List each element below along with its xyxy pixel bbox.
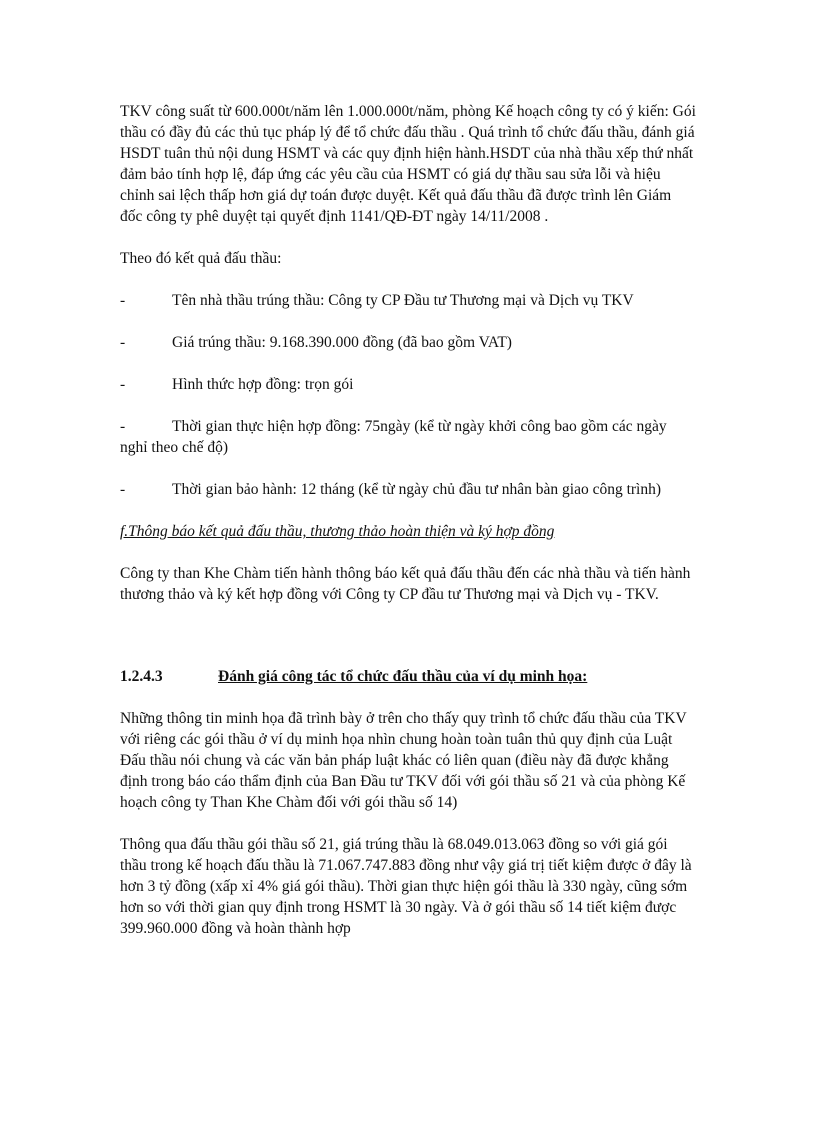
paragraph-evaluation-compliance: Những thông tin minh họa đã trình bày ở trên cho thấy quy trình tổ chức đấu thầu của TKV với riêng các gói thầu ở ví dụ minh họa nhìn chung hoàn toàn tuân thủ quy định của Luật Đấu thầu nói chung và các văn bản pháp luật khác có liên quan (điều này đã được khẳng định trong báo cáo thẩm định của Ban Đầu tư TKV đối với gói thầu số 21 và của phòng Kế hoạch công ty Than Khe Chàm đối với gói thầu số 14) bbox=[120, 710, 687, 811]
list-item bbox=[120, 290, 696, 311]
bullet-text: Tên nhà thầu trúng thầu: Công ty CP Đầu tư Thương mại và Dịch vụ TKV bbox=[172, 292, 634, 309]
bullet-text: Thời gian thực hiện hợp đồng: 75ngày (kể từ ngày khởi công bao gồm các ngày nghỉ theo chế độ) bbox=[120, 418, 667, 456]
list-item bbox=[120, 374, 696, 395]
bullet-dash: - bbox=[120, 334, 126, 351]
paragraph-notification: Công ty than Khe Chàm tiến hành thông báo kết quả đấu thầu đến các nhà thầu và tiến hành thương thảo và ký kết hợp đồng với Công ty CP đầu tư Thương mại và Dịch vụ - TKV. bbox=[120, 565, 691, 603]
bullet-dash: - bbox=[120, 292, 126, 309]
subheading-notification: f.Thông báo kết quả đấu thầu, thương thảo hoàn thiện và ký hợp đồng bbox=[120, 523, 555, 540]
document-page bbox=[120, 101, 696, 960]
paragraph-evaluation-savings: Thông qua đấu thầu gói thầu số 21, giá trúng thầu là 68.049.013.063 đồng so với giá gói thầu trong kế hoạch đấu thầu là 71.067.747.883 đồng như vậy giá trị tiết kiệm được ở đây là hơn 3 tỷ đồng (xấp xỉ 4% giá gói thầu). Thời gian thực hiện gói thầu là 330 ngày, cũng sớm hơn so với thời gian quy định trong HSMT là 30 ngày. Và ở gói thầu số 14 tiết kiệm được 399.960.000 đồng và hoàn thành hợp bbox=[120, 836, 692, 937]
section-title: Đánh giá công tác tổ chức đấu thầu của ví dụ minh họa: bbox=[218, 668, 588, 685]
paragraph-results-intro: Theo đó kết quả đấu thầu: bbox=[120, 250, 282, 267]
list-item bbox=[120, 332, 696, 353]
section-spacer bbox=[120, 626, 696, 666]
bullet-dash: - bbox=[120, 418, 126, 435]
section-heading bbox=[120, 666, 696, 687]
bullet-text: Giá trúng thầu: 9.168.390.000 đồng (đã bao gồm VAT) bbox=[172, 334, 512, 351]
bullet-dash: - bbox=[120, 376, 126, 393]
section-number: 1.2.4.3 bbox=[120, 668, 163, 685]
list-item bbox=[120, 479, 696, 500]
paragraph-bid-review: TKV công suất từ 600.000t/năm lên 1.000.000t/năm, phòng Kế hoạch công ty có ý kiến: Gói thầu có đầy đủ các thủ tục pháp lý để tổ chức đấu thầu . Quá trình tổ chức đấu thầu, đánh giá HSDT tuân thủ nội dung HSMT và các quy định hiện hành.HSDT của nhà thầu xếp thứ nhất đảm bảo tính hợp lệ, đáp ứng các yêu cầu của HSMT có giá dự thầu sau sửa lỗi và hiệu chỉnh sai lệch thấp hơn giá dự toán được duyệt. Kết quả đấu thầu đã được trình lên Giám đốc công ty phê duyệt tại quyết định 1141/QĐ-ĐT ngày 14/11/2008 . bbox=[120, 103, 696, 225]
bullet-text: Hình thức hợp đồng: trọn gói bbox=[172, 376, 354, 393]
bullet-dash: - bbox=[120, 481, 126, 498]
list-item bbox=[120, 416, 696, 458]
bullet-text: Thời gian bảo hành: 12 tháng (kể từ ngày chủ đầu tư nhân bàn giao công trình) bbox=[172, 481, 662, 498]
